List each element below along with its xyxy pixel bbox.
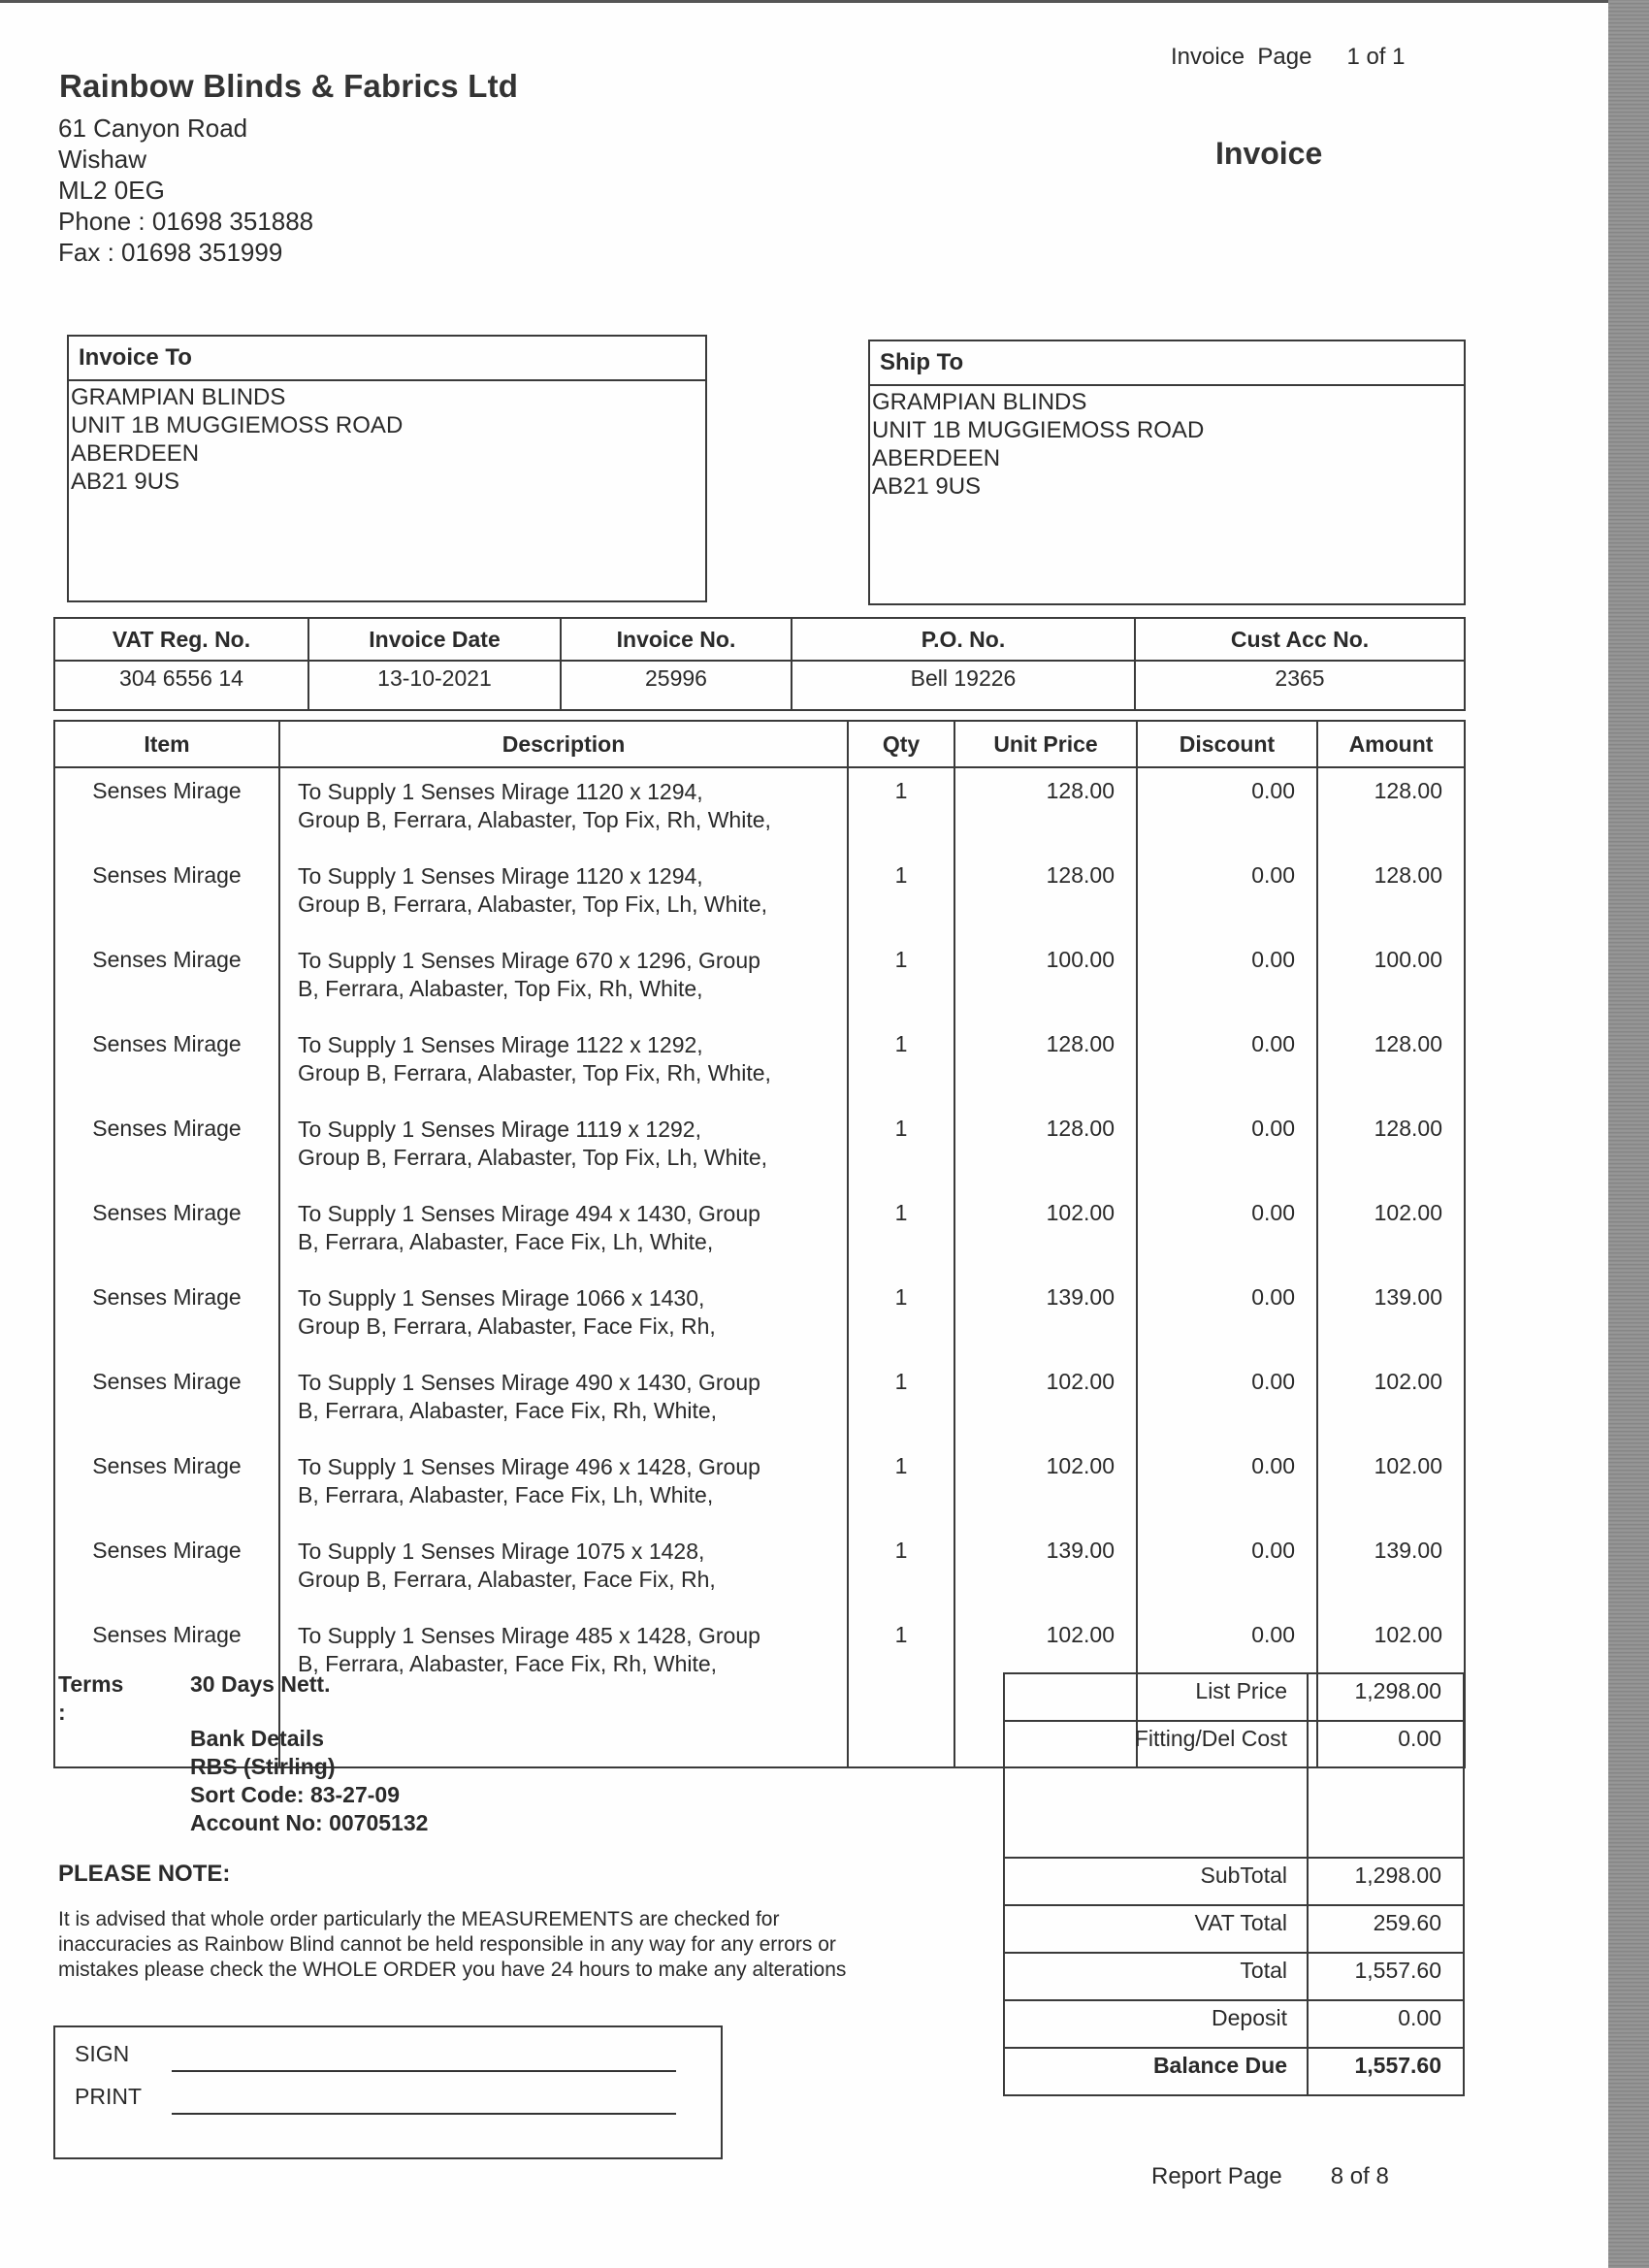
please-note-text: [58, 1907, 989, 1983]
item-qty: 1: [848, 1443, 954, 1528]
item-discount: 0.00: [1137, 1275, 1317, 1359]
note-line: It is advised that whole order particularly the MEASUREMENTS are checked for: [58, 1908, 780, 1930]
item-qty: 1: [848, 1021, 954, 1106]
item-qty: 1: [848, 1612, 954, 1697]
deposit-label: Deposit: [1004, 2000, 1308, 2048]
description-line: To Supply 1 Senses Mirage 670 x 1296, Group: [298, 948, 760, 973]
item-amount: 128.00: [1317, 853, 1465, 937]
address-line: ML2 0EG: [58, 176, 165, 205]
account-number: Account No: 00705132: [190, 1810, 429, 1835]
header-cust-acc: Cust Acc No.: [1135, 618, 1465, 661]
scanner-edge-strip: [1608, 0, 1649, 2268]
col-discount: Discount: [1137, 721, 1317, 767]
item-qty: 1: [848, 1190, 954, 1275]
item-qty: 1: [848, 937, 954, 1021]
invoice-page-label: Invoice Page: [1171, 44, 1312, 70]
item-description: [279, 1190, 848, 1275]
item-qty: 1: [848, 1359, 954, 1443]
description-line: To Supply 1 Senses Mirage 485 x 1428, Group: [298, 1623, 760, 1648]
description-line: To Supply 1 Senses Mirage 1120 x 1294,: [298, 863, 703, 889]
col-item: Item: [54, 721, 279, 767]
header-invoice-date: Invoice Date: [308, 618, 561, 661]
item-unit-price: 102.00: [954, 1443, 1137, 1528]
table-row: [54, 937, 1465, 1021]
report-page-indicator: [1151, 2163, 1389, 2190]
item-name: Senses Mirage: [54, 1021, 279, 1106]
line-items-table: [53, 720, 1466, 1768]
item-unit-price: 102.00: [954, 1359, 1137, 1443]
item-amount: 128.00: [1317, 767, 1465, 853]
description-line: B, Ferrara, Alabaster, Face Fix, Lh, White,: [298, 1482, 714, 1507]
invoice-meta-table: [53, 617, 1466, 711]
item-name: Senses Mirage: [54, 853, 279, 937]
report-page-value: 8 of 8: [1330, 2163, 1389, 2189]
invoice-to-line: ABERDEEN: [71, 440, 200, 467]
terms-value: 30 Days Nett.: [190, 1671, 331, 1697]
ship-to-line: UNIT 1B MUGGIEMOSS ROAD: [872, 417, 1205, 443]
item-discount: 0.00: [1137, 1190, 1317, 1275]
item-discount: 0.00: [1137, 937, 1317, 1021]
item-unit-price: 128.00: [954, 853, 1137, 937]
table-row: [54, 1275, 1465, 1359]
subtotal-value: 1,298.00: [1308, 1858, 1464, 1905]
description-line: B, Ferrara, Alabaster, Face Fix, Rh, White,: [298, 1398, 718, 1423]
invoice-page-indicator: [1171, 44, 1405, 71]
bank-details: [190, 1725, 428, 1837]
ship-to-line: ABERDEEN: [872, 445, 1001, 471]
invoice-to-line: UNIT 1B MUGGIEMOSS ROAD: [71, 412, 404, 438]
header-vat-reg: VAT Reg. No.: [54, 618, 308, 661]
description-line: To Supply 1 Senses Mirage 1066 x 1430,: [298, 1285, 705, 1311]
invoice-date-value: 13-10-2021: [308, 661, 561, 710]
list-price-value: 1,298.00: [1308, 1673, 1464, 1721]
bank-details-title: Bank Details: [190, 1726, 325, 1751]
fitting-cost-value: 0.00: [1308, 1721, 1464, 1858]
description-line: To Supply 1 Senses Mirage 1122 x 1292,: [298, 1032, 703, 1057]
vat-reg-value: 304 6556 14: [54, 661, 308, 710]
table-row: [54, 1190, 1465, 1275]
item-name: Senses Mirage: [54, 1528, 279, 1612]
table-row: [54, 853, 1465, 937]
item-discount: 0.00: [1137, 1021, 1317, 1106]
subtotal-label: SubTotal: [1004, 1858, 1308, 1905]
bank-name: RBS (Stirling): [190, 1754, 336, 1779]
item-unit-price: 128.00: [954, 767, 1137, 853]
item-description: [279, 853, 848, 937]
description-line: B, Ferrara, Alabaster, Face Fix, Rh, White,: [298, 1651, 718, 1676]
ship-to-title: Ship To: [870, 341, 1464, 386]
sign-line[interactable]: [172, 2070, 676, 2072]
header-invoice-no: Invoice No.: [561, 618, 792, 661]
balance-due-label: Balance Due: [1004, 2048, 1308, 2095]
vat-total-label: VAT Total: [1004, 1905, 1308, 1953]
item-amount: 102.00: [1317, 1359, 1465, 1443]
sort-code: Sort Code: 83-27-09: [190, 1782, 401, 1807]
invoice-to-line: AB21 9US: [71, 469, 180, 495]
invoice-to-title: Invoice To: [69, 337, 705, 381]
item-name: Senses Mirage: [54, 1275, 279, 1359]
header-po-no: P.O. No.: [792, 618, 1135, 661]
table-row: [54, 767, 1465, 853]
description-line: Group B, Ferrara, Alabaster, Face Fix, Rh,: [298, 1313, 716, 1339]
description-line: Group B, Ferrara, Alabaster, Top Fix, Rh, White,: [298, 1060, 771, 1085]
item-discount: 0.00: [1137, 767, 1317, 853]
col-unit-price: Unit Price: [954, 721, 1137, 767]
totals-table: [1003, 1672, 1465, 2096]
item-description: [279, 1106, 848, 1190]
item-discount: 0.00: [1137, 1359, 1317, 1443]
table-row: [54, 1443, 1465, 1528]
item-description: [279, 937, 848, 1021]
invoice-no-value: 25996: [561, 661, 792, 710]
item-unit-price: 102.00: [954, 1190, 1137, 1275]
balance-due-value: 1,557.60: [1308, 2048, 1464, 2095]
item-amount: 128.00: [1317, 1106, 1465, 1190]
item-discount: 0.00: [1137, 1443, 1317, 1528]
description-line: B, Ferrara, Alabaster, Face Fix, Lh, White,: [298, 1229, 714, 1254]
item-name: Senses Mirage: [54, 1190, 279, 1275]
table-row: [54, 1359, 1465, 1443]
signature-box: [53, 2025, 723, 2159]
item-unit-price: 128.00: [954, 1021, 1137, 1106]
item-amount: 139.00: [1317, 1528, 1465, 1612]
invoice-page-value: 1 of 1: [1346, 44, 1406, 70]
sign-label: SIGN: [75, 2041, 130, 2066]
document-title: Invoice: [1215, 136, 1323, 171]
description-line: Group B, Ferrara, Alabaster, Face Fix, Rh,: [298, 1567, 716, 1592]
company-name: Rainbow Blinds & Fabrics Ltd: [59, 68, 519, 104]
item-description: [279, 767, 848, 853]
item-qty: 1: [848, 853, 954, 937]
deposit-value: 0.00: [1308, 2000, 1464, 2048]
table-row: [54, 1528, 1465, 1612]
line-items-body: [54, 767, 1465, 1767]
item-name: Senses Mirage: [54, 1612, 279, 1697]
fax: Fax : 01698 351999: [58, 238, 283, 267]
po-no-value: Bell 19226: [792, 661, 1135, 710]
table-row: [54, 1021, 1465, 1106]
item-name: Senses Mirage: [54, 937, 279, 1021]
item-unit-price: 102.00: [954, 1612, 1137, 1697]
item-description: [279, 1612, 848, 1697]
item-qty: 1: [848, 1106, 954, 1190]
col-qty: Qty: [848, 721, 954, 767]
item-description: [279, 1021, 848, 1106]
address-line: 61 Canyon Road: [58, 113, 248, 143]
item-amount: 139.00: [1317, 1275, 1465, 1359]
ship-to-line: GRAMPIAN BLINDS: [872, 389, 1087, 415]
item-amount: 102.00: [1317, 1443, 1465, 1528]
description-line: To Supply 1 Senses Mirage 1120 x 1294,: [298, 779, 703, 804]
note-line: mistakes please check the WHOLE ORDER you have 24 hours to make any alterations: [58, 1959, 847, 1981]
ship-to-box: [868, 340, 1466, 605]
item-description: [279, 1443, 848, 1528]
item-amount: 100.00: [1317, 937, 1465, 1021]
item-discount: 0.00: [1137, 1528, 1317, 1612]
item-unit-price: 100.00: [954, 937, 1137, 1021]
phone: Phone : 01698 351888: [58, 207, 314, 236]
terms-label: Terms :: [58, 1671, 124, 1725]
item-name: Senses Mirage: [54, 1443, 279, 1528]
item-unit-price: 139.00: [954, 1275, 1137, 1359]
item-amount: 102.00: [1317, 1612, 1465, 1697]
item-description: [279, 1275, 848, 1359]
item-name: Senses Mirage: [54, 1359, 279, 1443]
vat-total-value: 259.60: [1308, 1905, 1464, 1953]
description-line: B, Ferrara, Alabaster, Top Fix, Rh, White,: [298, 976, 703, 1001]
invoice-to-line: GRAMPIAN BLINDS: [71, 384, 286, 410]
note-line: inaccuracies as Rainbow Blind cannot be held responsible in any way for any errors or: [58, 1933, 836, 1956]
col-amount: Amount: [1317, 721, 1465, 767]
description-line: Group B, Ferrara, Alabaster, Top Fix, Lh, White,: [298, 891, 768, 917]
item-name: Senses Mirage: [54, 767, 279, 853]
item-discount: 0.00: [1137, 853, 1317, 937]
item-qty: 1: [848, 1528, 954, 1612]
item-description: [279, 1359, 848, 1443]
company-address: [58, 113, 313, 268]
item-unit-price: 128.00: [954, 1106, 1137, 1190]
description-line: Group B, Ferrara, Alabaster, Top Fix, Rh, White,: [298, 807, 771, 832]
total-label: Total: [1004, 1953, 1308, 2000]
table-row: [54, 1106, 1465, 1190]
item-name: Senses Mirage: [54, 1106, 279, 1190]
description-line: To Supply 1 Senses Mirage 496 x 1428, Group: [298, 1454, 760, 1479]
item-discount: 0.00: [1137, 1612, 1317, 1697]
please-note-heading: PLEASE NOTE:: [58, 1861, 231, 1887]
report-page-label: Report Page: [1151, 2163, 1282, 2189]
description-line: Group B, Ferrara, Alabaster, Top Fix, Lh, White,: [298, 1145, 768, 1170]
ship-to-line: AB21 9US: [872, 473, 982, 500]
cust-acc-value: 2365: [1135, 661, 1465, 710]
item-qty: 1: [848, 1275, 954, 1359]
item-unit-price: 139.00: [954, 1528, 1137, 1612]
print-line[interactable]: [172, 2113, 676, 2115]
scan-edge: [0, 0, 1608, 3]
invoice-to-box: [67, 335, 707, 602]
print-label: PRINT: [75, 2084, 142, 2109]
address-line: Wishaw: [58, 145, 147, 174]
description-line: To Supply 1 Senses Mirage 490 x 1430, Group: [298, 1370, 760, 1395]
description-line: To Supply 1 Senses Mirage 1075 x 1428,: [298, 1539, 705, 1564]
description-line: To Supply 1 Senses Mirage 494 x 1430, Group: [298, 1201, 760, 1226]
total-value: 1,557.60: [1308, 1953, 1464, 2000]
item-amount: 102.00: [1317, 1190, 1465, 1275]
item-description: [279, 1528, 848, 1612]
col-description: Description: [279, 721, 848, 767]
item-qty: 1: [848, 767, 954, 853]
list-price-label: List Price: [1004, 1673, 1308, 1721]
description-line: To Supply 1 Senses Mirage 1119 x 1292,: [298, 1117, 701, 1142]
fitting-cost-label: Fitting/Del Cost: [1004, 1721, 1308, 1858]
item-discount: 0.00: [1137, 1106, 1317, 1190]
item-amount: 128.00: [1317, 1021, 1465, 1106]
